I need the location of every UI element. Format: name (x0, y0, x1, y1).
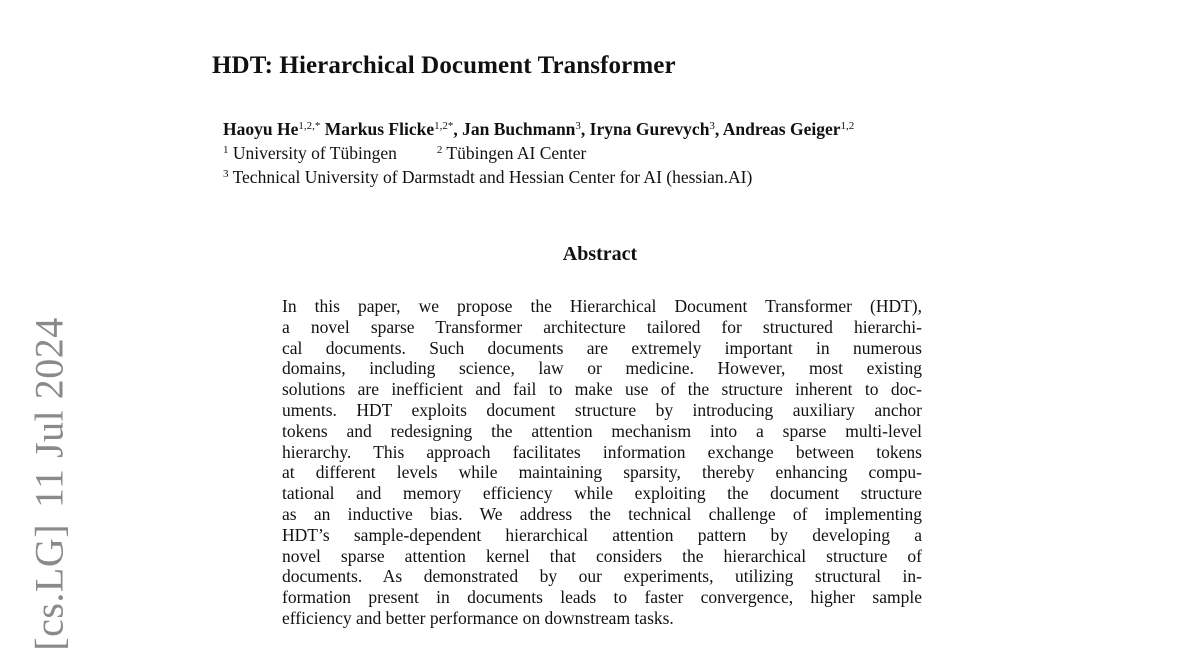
abstract-line: domains, including science, law or medicine. However, most existing (282, 358, 922, 379)
affiliation-line (223, 141, 854, 165)
author-name: Jan Buchmann (462, 119, 576, 139)
abstract-line: documents. As demonstrated by our experiments, utilizing structural in- (282, 566, 922, 587)
abstract-line: at different levels while maintaining sparsity, thereby enhancing compu- (282, 462, 922, 483)
affiliation-number: 1 (223, 144, 229, 156)
abstract-line: In this paper, we propose the Hierarchical Document Transformer (HDT), (282, 296, 922, 316)
abstract-line: cal documents. Such documents are extremely important in numerous (282, 337, 922, 358)
arxiv-category: [cs.LG] (26, 523, 72, 651)
abstract-text (282, 296, 922, 629)
author-list: Haoyu $He^{1,2,*}$ Markus Flicke$^{1,2*}$, Jan Buchmann$^3$, Iryna Gurevych$^3$, Andreas Geiger$^{1,2}$ (223, 119, 855, 139)
affiliation-number: 2 (436, 144, 443, 156)
arxiv-date: 11 Jul 2024 (26, 317, 72, 508)
affiliation-number: 3 (223, 168, 229, 180)
abstract-line: hierarchy. This approach facilitates information exchange between tokens (282, 441, 922, 462)
abstract-line: solutions are inefficient and fail to make use of the structure inherent to doc- (282, 379, 922, 400)
affiliation-name: University of Tübingen (232, 143, 397, 163)
abstract-line: formation present in documents leads to faster convergence, higher sample (282, 587, 922, 608)
paper-title: HDT: Hierarchical Document Transformer (212, 52, 676, 79)
abstract-line: a novel sparse Transformer architecture tailored for structured hierarchi- (282, 316, 922, 337)
author-affiliation-mark: 3 (709, 120, 715, 132)
abstract-line: novel sparse attention kernel that considers the hierarchical structure of (282, 545, 922, 566)
author-affiliation-mark: 1,2,* (298, 120, 321, 132)
abstract-line: as an inductive bias. We address the technical challenge of implementing (282, 503, 922, 524)
affiliation-name: Tübingen AI Center (446, 143, 587, 163)
abstract-heading: Abstract (562, 243, 638, 265)
author-affiliation-mark: 3 (575, 120, 581, 132)
author-block (223, 117, 854, 189)
author-name: Iryna Gurevych (589, 119, 710, 139)
abstract-line: HDT’s sample-dependent hierarchical attention pattern by developing a (282, 524, 922, 545)
abstract-line: efficiency and better performance on downstream tasks. (282, 607, 674, 628)
arxiv-identifier-stamp (26, 317, 73, 650)
abstract-line: tational and memory efficiency while exploiting the document structure (282, 483, 922, 504)
abstract-line: uments. HDT exploits document structure by introducing auxiliary anchor (282, 399, 922, 420)
affiliation-name: Technical University of Darmstadt and Hessian Center for AI (hessian.AI) (232, 167, 753, 187)
author-affiliation-mark: 1,2 (840, 120, 855, 132)
abstract-line: tokens and redesigning the attention mechanism into a sparse multi-level (282, 420, 922, 441)
author-name: Markus Flicke (324, 119, 435, 139)
author-affiliation-mark: 1,2* (434, 120, 454, 132)
affiliation-line (223, 165, 854, 189)
author-name: Haoyu He (223, 119, 299, 139)
author-name: Andreas Geiger (722, 119, 841, 139)
